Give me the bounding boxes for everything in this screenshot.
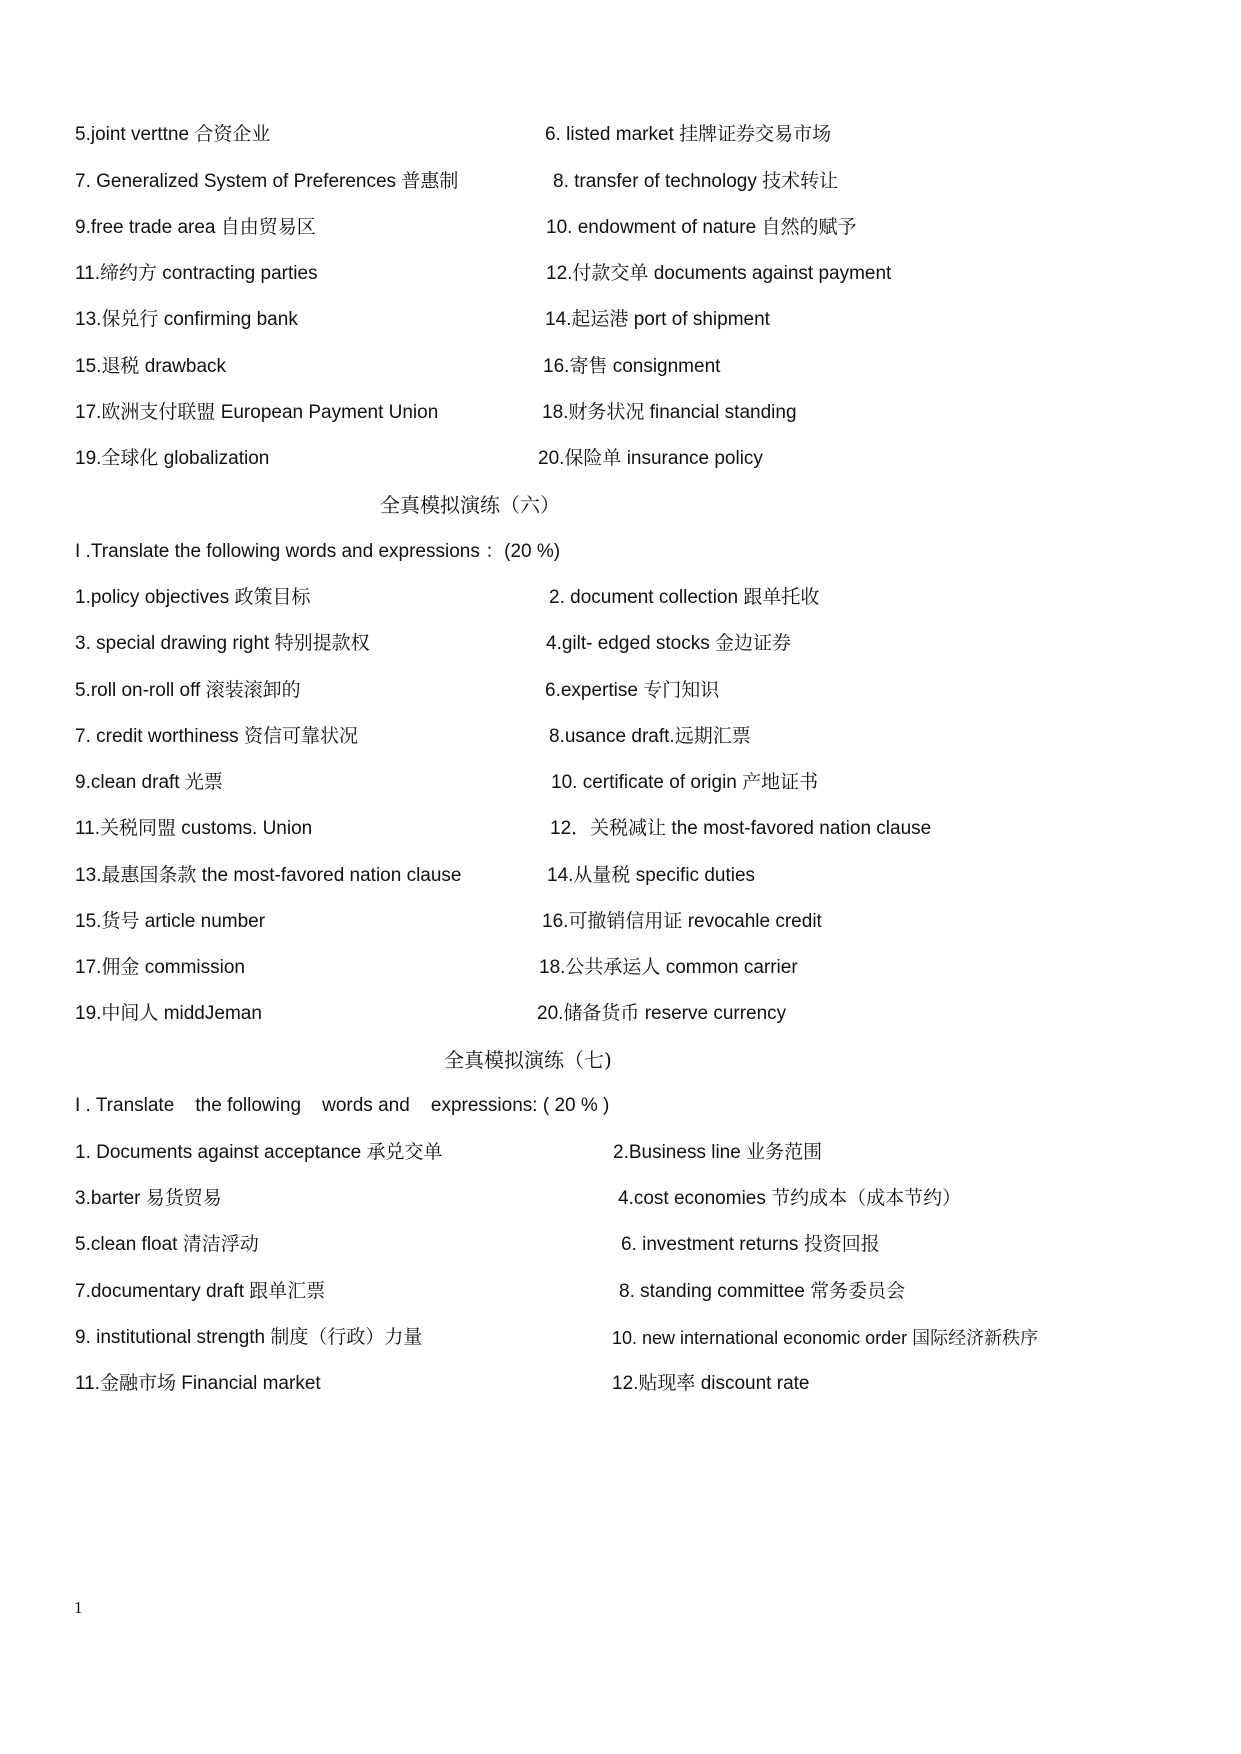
list-item: 5.joint verttne 合资企业 — [75, 124, 271, 145]
list-item: 13.最惠国条款 the most-favored nation clause — [75, 865, 462, 886]
list-item: 2.Business line 业务范围 — [613, 1142, 823, 1163]
list-item: 9.clean draft 光票 — [75, 772, 223, 793]
list-item: 7. credit worthiness 资信可靠状况 — [75, 726, 358, 747]
list-item: 19.全球化 globalization — [75, 448, 270, 469]
list-item: 10. endowment of nature 自然的赋予 — [546, 217, 857, 238]
list-item: 14.从量税 specific duties — [547, 865, 756, 886]
list-item: 17.欧洲支付联盟 European Payment Union — [75, 402, 439, 423]
list-item: 3. special drawing right 特别提款权 — [75, 633, 370, 654]
list-item: 17.佣金 commission — [75, 957, 245, 978]
list-item: 16.寄售 consignment — [543, 356, 721, 377]
list-item: 12.贴现率 discount rate — [612, 1373, 810, 1394]
list-item: 12．关税减让 the most-favored nation clause — [550, 818, 932, 839]
list-item: 18.公共承运人 common carrier — [539, 957, 798, 978]
list-item: 19.中间人 middJeman — [75, 1003, 262, 1024]
list-item: 4.gilt- edged stocks 金边证券 — [546, 633, 791, 654]
list-item: 10. new international economic order 国际经济新秩序 — [612, 1328, 1039, 1348]
list-item: 14.起运港 port of shipment — [545, 309, 770, 330]
list-item: 12.付款交单 documents against payment — [546, 263, 892, 284]
list-item: 20.储备货币 reserve currency — [537, 1003, 787, 1024]
list-item: 13.保兑行 confirming bank — [75, 309, 298, 330]
list-item: 8.usance draft.远期汇票 — [549, 726, 751, 747]
list-item: 10. certificate of origin 产地证书 — [551, 772, 819, 793]
section-instruction: I . Translate the following words and expressions: ( 20 % ) — [75, 1095, 610, 1116]
list-item: 6.expertise 专门知识 — [545, 680, 720, 701]
list-item: 2. document collection 跟单托收 — [549, 587, 820, 608]
list-item: 15.货号 article number — [75, 911, 266, 932]
list-item: 11.缔约方 contracting parties — [75, 263, 318, 284]
list-item: 7. Generalized System of Preferences 普惠制 — [75, 171, 459, 192]
list-item: 20.保险单 insurance policy — [538, 448, 763, 469]
list-item: 8. standing committee 常务委员会 — [619, 1281, 906, 1302]
list-item: 6. listed market 挂牌证券交易市场 — [545, 124, 832, 145]
section-title: 全真模拟演练（七) — [444, 1048, 612, 1072]
section-title: 全真模拟演练（六） — [380, 493, 560, 517]
list-item: 16.可撤销信用证 revocahle credit — [542, 911, 822, 932]
list-item: 5.clean float 清洁浮动 — [75, 1234, 259, 1255]
list-item: 1. Documents against acceptance 承兑交单 — [75, 1142, 443, 1163]
list-item: 11.金融市场 Financial market — [75, 1373, 321, 1394]
list-item: 9. institutional strength 制度（行政）力量 — [75, 1327, 423, 1348]
list-item: 5.roll on-roll off 滚装滚卸的 — [75, 680, 301, 701]
list-item: 15.退税 drawback — [75, 356, 227, 377]
page-number: 1 — [74, 1598, 83, 1617]
list-item: 9.free trade area 自由贸易区 — [75, 217, 316, 238]
list-item: 1.policy objectives 政策目标 — [75, 587, 311, 608]
list-item: 4.cost economies 节约成本（成本节约） — [618, 1188, 962, 1209]
list-item: 11.关税同盟 customs. Union — [75, 818, 313, 839]
section-instruction: I .Translate the following words and expressions ：(20 %) — [75, 541, 561, 562]
list-item: 3.barter 易货贸易 — [75, 1188, 222, 1209]
list-item: 18.财务状况 financial standing — [542, 402, 797, 423]
list-item: 8. transfer of technology 技术转让 — [553, 171, 839, 192]
list-item: 7.documentary draft 跟单汇票 — [75, 1281, 326, 1302]
list-item: 6. investment returns 投资回报 — [621, 1234, 880, 1255]
